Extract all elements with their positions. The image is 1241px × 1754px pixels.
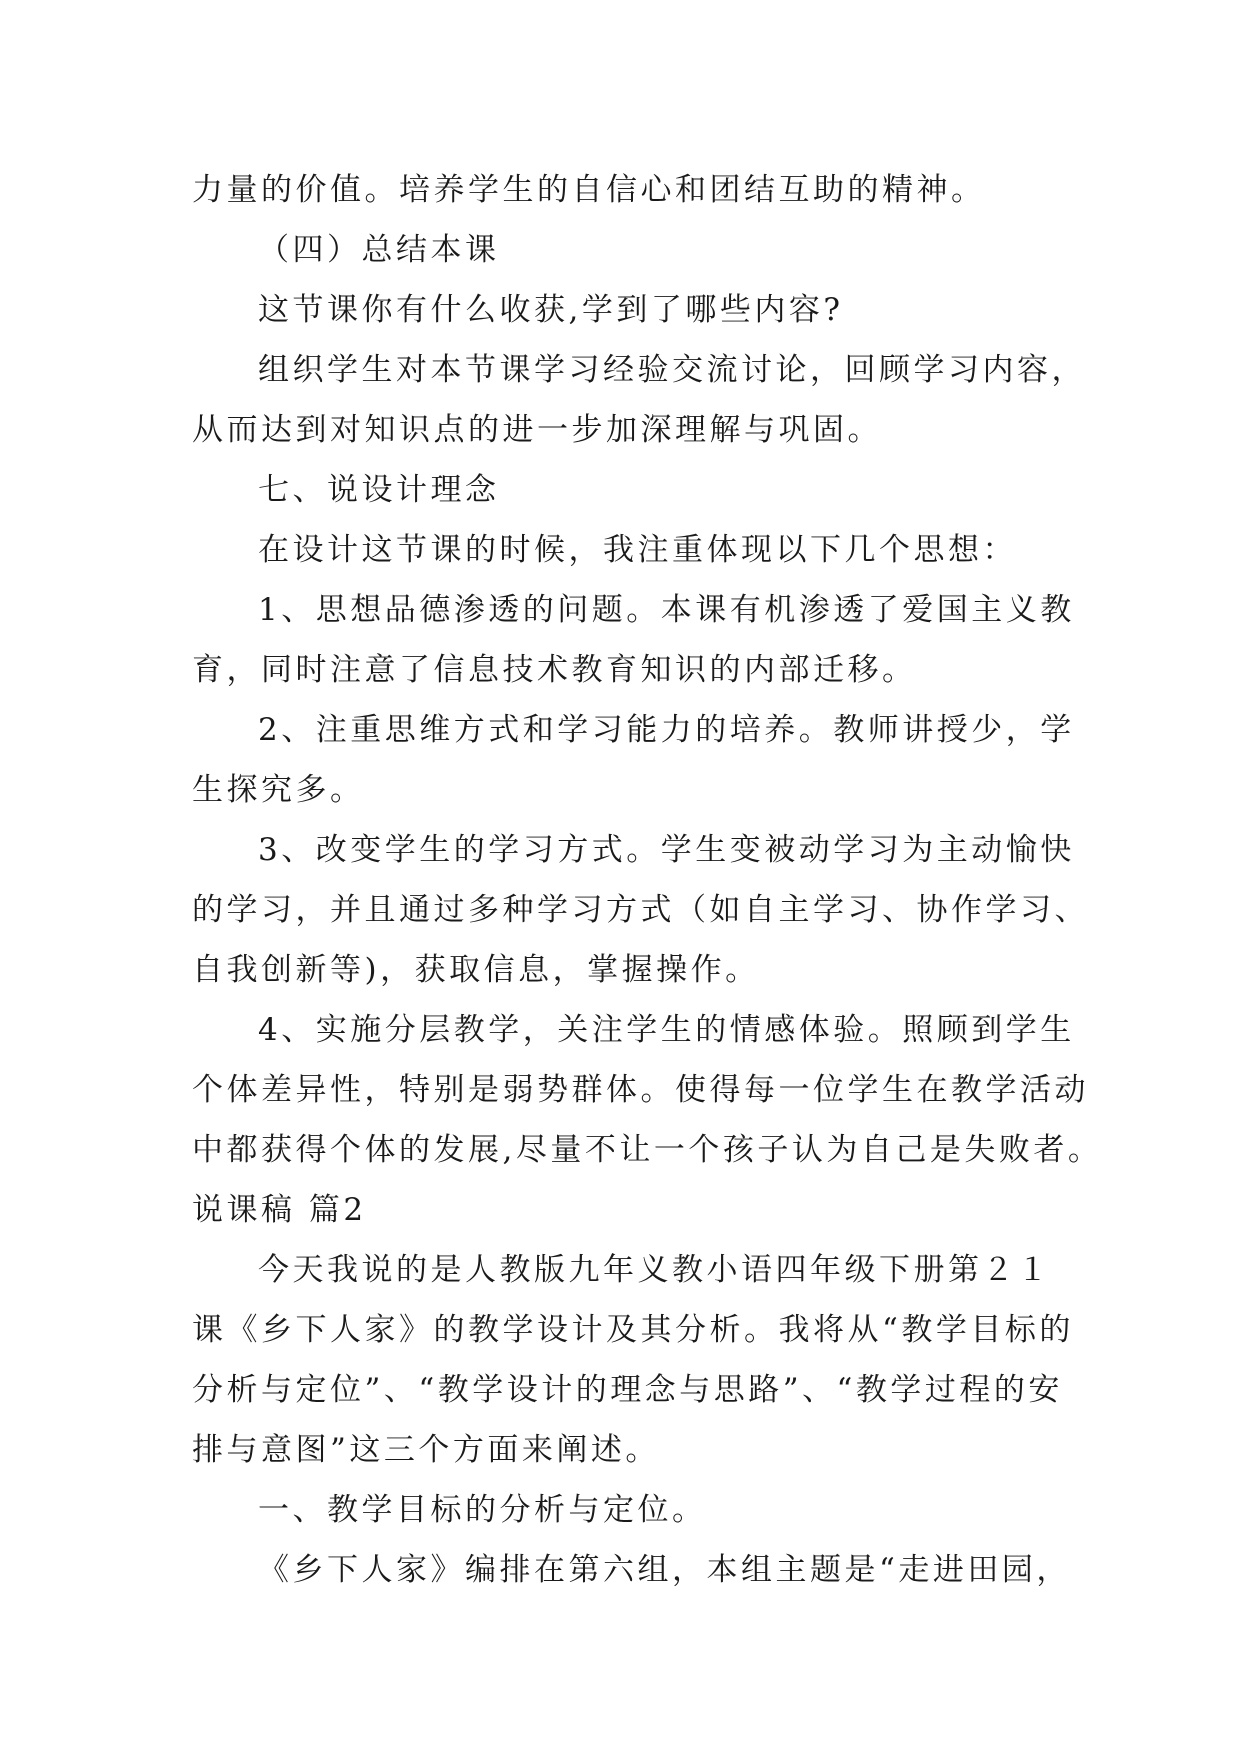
text-line: 2、注重思维方式和学习能力的培养。教师讲授少，学 (258, 712, 1075, 748)
text-line: 自我创新等)，获取信息，掌握操作。 (192, 952, 760, 988)
text-line: 4、实施分层教学，关注学生的情感体验。照顾到学生 (258, 1012, 1075, 1048)
text-line: 《乡下人家》编排在第六组，本组主题是“走进田园， (258, 1552, 1071, 1588)
text-line: 在设计这节课的时候，我注重体现以下几个思想： (258, 532, 1017, 568)
text-line: （四）总结本课 (258, 232, 500, 268)
text-line: 1、思想品德渗透的问题。本课有机渗透了爱国主义教 (258, 592, 1075, 628)
text-line: 力量的价值。培养学生的自信心和团结互助的精神。 (192, 172, 986, 208)
text-line: 生探究多。 (192, 772, 365, 808)
text-line: 从而达到对知识点的进一步加深理解与巩固。 (192, 412, 882, 448)
text-line: 的学习，并且通过多种学习方式（如自主学习、协作学习、 (192, 892, 1089, 928)
text-line: 七、说设计理念 (258, 472, 500, 508)
text-line: 中都获得个体的发展,尽量不让一个孩子认为自己是失败者。 (192, 1132, 1103, 1168)
text-line: 分析与定位”、“教学设计的理念与思路”、“教学过程的安 (192, 1372, 1063, 1408)
text-line: 今天我说的是人教版九年义教小语四年级下册第２１ (258, 1252, 1052, 1288)
text-line: 课《乡下人家》的教学设计及其分析。我将从“教学目标的 (192, 1312, 1074, 1348)
document-body (192, 160, 1103, 1600)
text-line: 个体差异性，特别是弱势群体。使得每一位学生在教学活动 (192, 1072, 1089, 1108)
text-line: 排与意图”这三个方面来阐述。 (192, 1432, 660, 1468)
text-line: 说课稿 篇2 (192, 1192, 367, 1228)
text-line: 3、改变学生的学习方式。学生变被动学习为主动愉快 (258, 832, 1075, 868)
text-line: 组织学生对本节课学习经验交流讨论，回顾学习内容， (258, 352, 1086, 388)
text-line: 这节课你有什么收获,学到了哪些内容? (258, 292, 844, 328)
text-line: 育，同时注意了信息技术教育知识的内部迁移。 (192, 652, 917, 688)
text-line: 一、教学目标的分析与定位。 (258, 1492, 707, 1528)
